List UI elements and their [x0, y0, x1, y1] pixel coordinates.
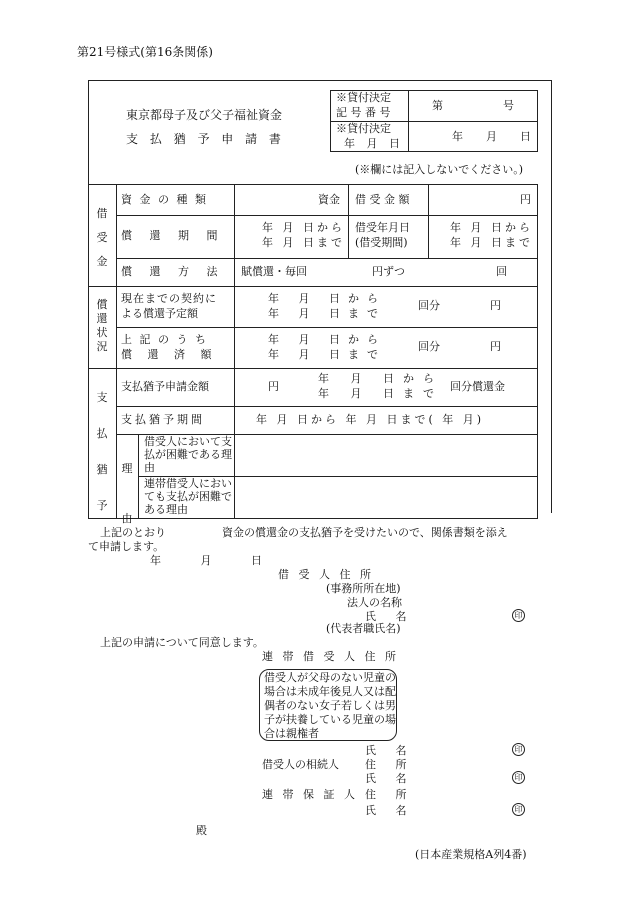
defer-section-label: 支払猶予 — [96, 391, 108, 512]
form-title-line2: 支 払 猶 予 申 請 書 — [126, 132, 285, 146]
loan-amount-label: 借 受 金 額 — [355, 193, 410, 206]
heir-label: 借受人の相続人 — [262, 758, 339, 771]
guarantor-name-label: 氏 名 — [365, 804, 415, 817]
decision-number-suffix: 号 — [503, 99, 514, 112]
loan-date-label-a: 借受年月日 — [355, 221, 410, 234]
reason-joint-borrower-label: 連帯借受人においても支払が困難である理由 — [144, 477, 232, 516]
repaid-to: 年 月 日まで — [268, 348, 386, 361]
form-number: 第21号様式(第16条関係) — [77, 45, 213, 59]
applicant-rep-label: (代表者職氏名) — [326, 622, 401, 635]
repayment-period-from: 年 月 日から — [262, 221, 345, 234]
repaid-from: 年 月 日から — [268, 333, 386, 346]
repaid-label-b: 償 還 済 額 — [121, 348, 218, 361]
loan-date-label-b: (借受期間) — [355, 236, 408, 249]
repayment-period-label: 償 還 期 間 — [121, 229, 225, 242]
repayment-method-text1: 賦償還・毎回 — [241, 265, 307, 278]
applicant-address-label: 借 受 人 住 所 — [278, 568, 374, 581]
repayment-method-label: 償 還 方 法 — [121, 265, 225, 278]
reason-label: 理由 — [121, 462, 133, 525]
loan-amount-yen: 円 — [520, 193, 531, 206]
decision-month: 月 — [486, 130, 497, 143]
joint-borrower-name-label: 氏 名 — [365, 744, 415, 757]
statement-line1-b: 資金の償還金の支払猶予を受けたいので、関係書類を添え — [222, 526, 508, 539]
decision-number-label-a: ※貸付決定 — [336, 91, 391, 104]
paper-standard: (日本産業規格A列4番) — [415, 848, 527, 861]
decision-day: 日 — [520, 130, 531, 143]
decision-date-label-b: 年 月 日 — [344, 137, 404, 150]
defer-amount-from: 年 月 日から — [318, 372, 443, 385]
loan-date-to: 年 月 日まで — [450, 236, 533, 249]
scheduled-times: 回分 — [418, 299, 440, 312]
heir-seal: 印 — [512, 771, 525, 784]
consent-text: 上記の申請について同意します。 — [100, 636, 264, 649]
scheduled-to: 年 月 日まで — [268, 307, 386, 320]
scheduled-from: 年 月 日から — [268, 292, 386, 305]
fund-type-label: 資 金 の 種 類 — [121, 193, 208, 206]
heir-name-label: 氏 名 — [365, 772, 415, 785]
guarantor-seal: 印 — [512, 803, 525, 816]
defer-amount-to: 年 月 日まで — [318, 387, 443, 400]
repaid-label-a: 上 記 の う ち — [121, 333, 208, 346]
repayment-method-text3: 回 — [496, 265, 507, 278]
decision-year: 年 — [452, 130, 463, 143]
statement-line1-a: 上記のとおり — [100, 526, 166, 539]
applicant-office-label: (事務所所在地) — [326, 582, 401, 595]
decision-date-label-a: ※貸付決定 — [336, 122, 391, 135]
statement-line2: て申請します。 — [88, 540, 165, 553]
application-date: 年 月 日 — [150, 554, 280, 567]
loan-date-from: 年 月 日から — [450, 221, 533, 234]
repayment-period-to: 年 月 日まで — [262, 236, 345, 249]
decision-number-label-b: 記 号 番 号 — [336, 106, 391, 119]
guarantor-label: 連 帯 保 証 人 — [262, 788, 358, 801]
status-section-label: 償還状況 — [96, 298, 108, 353]
scheduled-yen: 円 — [490, 299, 501, 312]
defer-amount-tail: 回分償還金 — [450, 380, 505, 393]
repaid-yen: 円 — [490, 340, 501, 353]
guardian-note: 借受人が父母のない児童の場合は未成年後見人又は配偶者のない女子若しくは男子が扶養している児童の場合は親権者 — [264, 671, 396, 740]
fund-type-suffix: 資金 — [318, 193, 340, 206]
loan-section-label: 借受金 — [96, 207, 108, 268]
guarantor-address-label: 住 所 — [365, 788, 415, 801]
form-title-line1: 東京都母子及び父子福祉資金 — [126, 108, 283, 122]
applicant-name-label: 氏 名 — [365, 610, 415, 623]
repaid-times: 回分 — [418, 340, 440, 353]
joint-borrower-address-label: 連 帯 借 受 人 住 所 — [262, 650, 399, 663]
repayment-method-text2: 円ずつ — [372, 265, 405, 278]
scheduled-label-a: 現在までの契約に — [121, 292, 217, 305]
applicant-seal: 印 — [512, 609, 525, 622]
reason-borrower-label: 借受人において支払が困難である理由 — [144, 435, 232, 474]
joint-borrower-seal: 印 — [512, 743, 525, 756]
decision-number-prefix: 第 — [432, 99, 443, 112]
defer-amount-yen: 円 — [268, 380, 279, 393]
addressee: 殿 — [196, 824, 207, 837]
office-use-note: (※欄には記入しないでください。) — [355, 163, 524, 176]
defer-period-text: 年 月 日から 年 月 日まで( 年 月) — [256, 413, 485, 426]
defer-amount-label: 支払猶予申請金額 — [121, 380, 209, 393]
defer-period-label: 支払猶予期間 — [121, 413, 205, 426]
scheduled-label-b: よる償還予定額 — [121, 307, 198, 320]
heir-address-label: 住 所 — [365, 758, 415, 771]
applicant-corp-label: 法人の名称 — [347, 596, 402, 609]
